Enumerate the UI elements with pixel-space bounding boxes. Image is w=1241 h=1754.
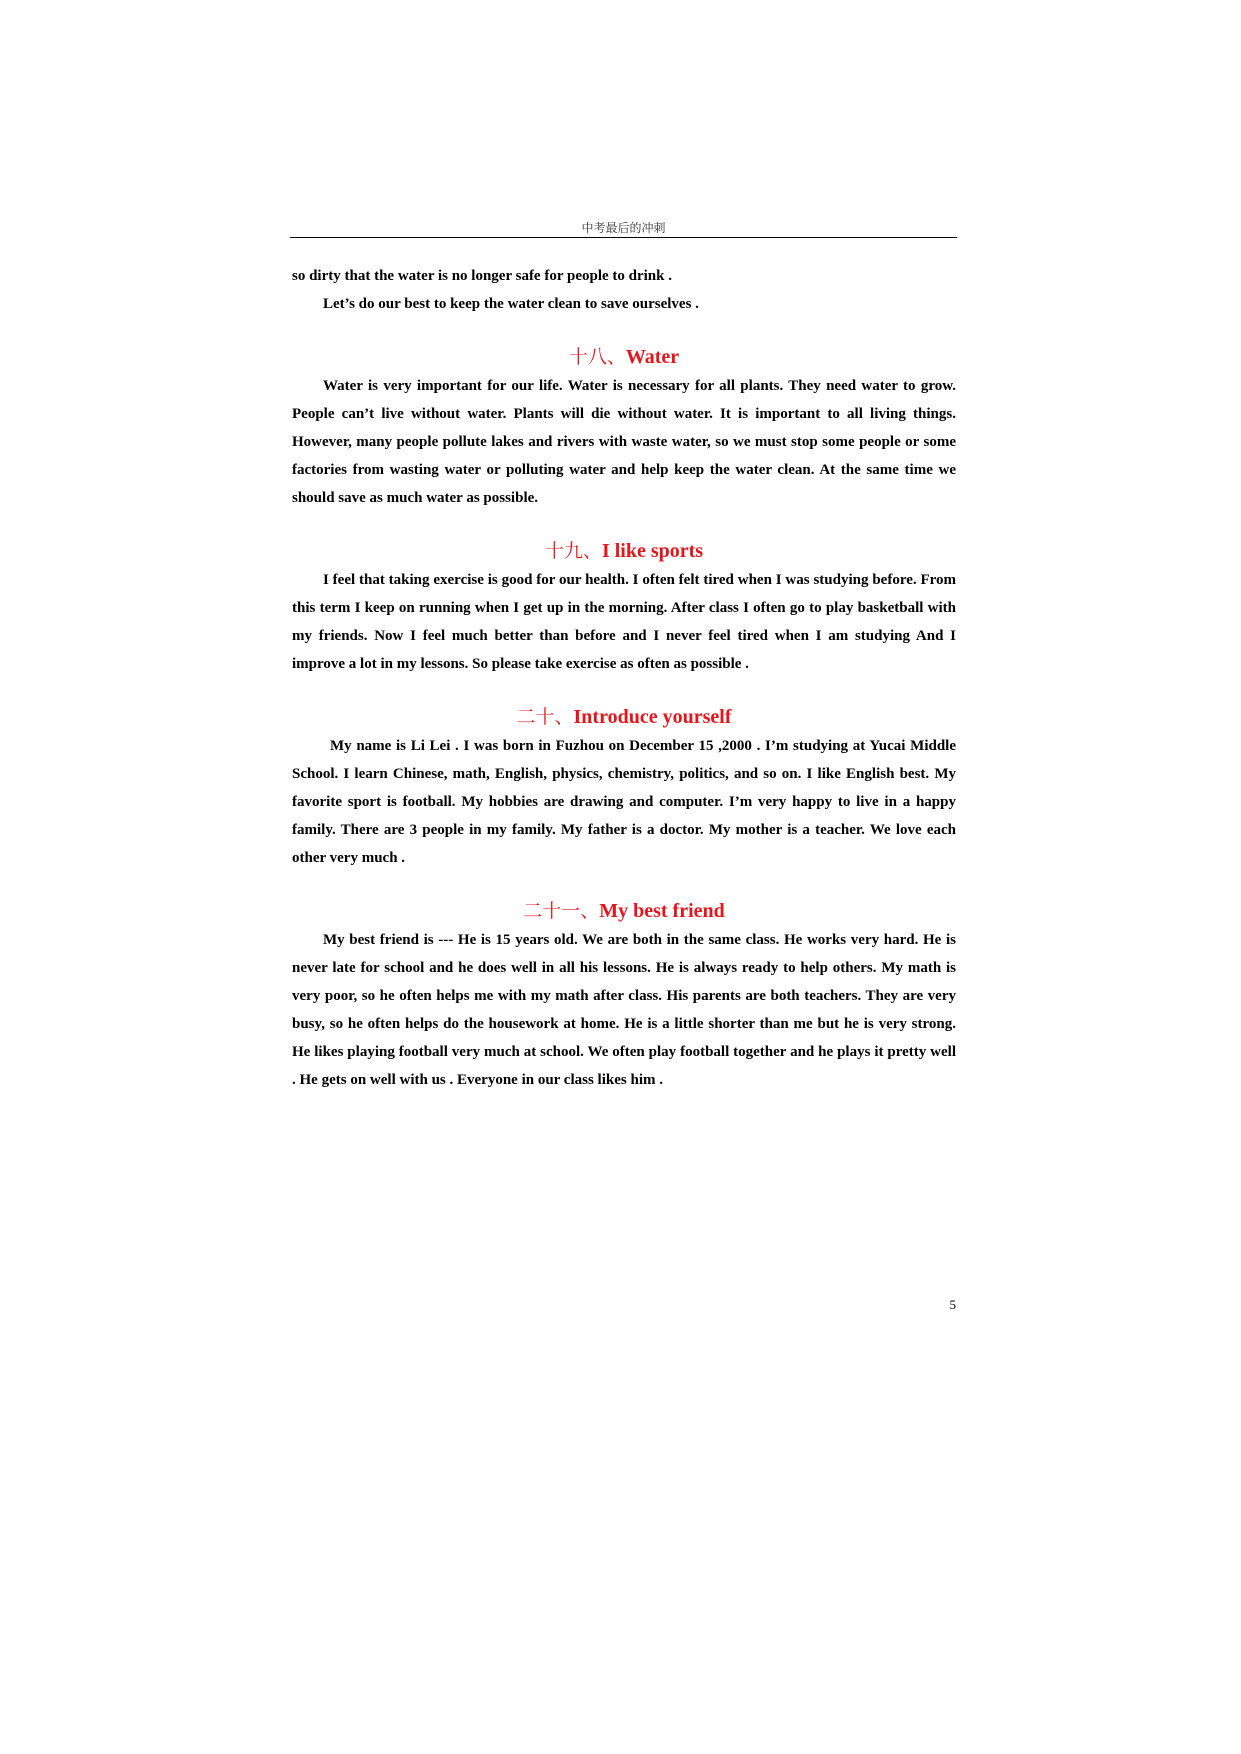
section-introduce	[292, 702, 956, 872]
section-number: 二十一、	[523, 900, 600, 922]
section-heading-introduce	[292, 702, 956, 732]
section-best-friend	[292, 896, 956, 1094]
section-title: Introduce yourself	[573, 706, 732, 728]
running-header: 中考最后的冲刺	[581, 221, 666, 235]
section-body: I feel that taking exercise is good for our health. I often felt tired when I was studying before. From this term I keep on running when I get up in the morning. After class I often go to play basketball with my friends. Now I feel much better than before and I never feel tired when I am studying And I improve a lot in my lessons. So please take exercise as often as possible .	[292, 572, 956, 672]
section-number: 十八、	[568, 346, 626, 368]
section-sports	[292, 536, 956, 678]
section-number: 二十、	[516, 706, 574, 728]
intro-line-1: so dirty that the water is no longer safe for people to drink .	[292, 268, 672, 284]
section-water	[292, 342, 956, 512]
page-number: 5	[949, 1297, 956, 1312]
section-title: My best friend	[599, 900, 725, 922]
section-title: Water	[625, 346, 680, 368]
section-body: My name is Li Lei . I was born in Fuzhou on December 15 ,2000 . I’m studying at Yucai Middle School. I learn Chinese, math, English, physics, chemistry, politics, and so on. I like English best. My favorite sport is football. My hobbies are drawing and computer. I’m very happy to live in a happy family. There are 3 people in my family. My father is a doctor. My mother is a teacher. We love each other very much .	[292, 738, 956, 866]
header-rule	[290, 237, 957, 238]
page-content	[292, 262, 956, 1094]
section-title: I like sports	[601, 540, 704, 562]
intro-line-2: Let’s do our best to keep the water clean to save ourselves .	[323, 296, 699, 312]
section-heading-sports	[292, 536, 956, 566]
section-number: 十九、	[544, 540, 602, 562]
section-body: My best friend is --- He is 15 years old. We are both in the same class. He works very hard. He is never late for school and he does well in all his lessons. He is always ready to help others. My math is very poor, so he often helps me with my math after class. His parents are both teachers. They are very busy, so he often helps do the housework at home. He is a little shorter than me but he is very strong. He likes playing football very much at school. We often play football together and he plays it pretty well . He gets on well with us . Everyone in our class likes him .	[292, 932, 956, 1088]
section-body: Water is very important for our life. Water is necessary for all plants. They need water to grow. People can’t live without water. Plants will die without water. It is important to all living things. However, many people pollute lakes and rivers with waste water, so we must stop some people or some factories from wasting water or polluting water and help keep the water clean. At the same time we should save as much water as possible.	[292, 378, 956, 506]
section-heading-best-friend	[292, 896, 956, 926]
section-heading-water	[292, 342, 956, 372]
